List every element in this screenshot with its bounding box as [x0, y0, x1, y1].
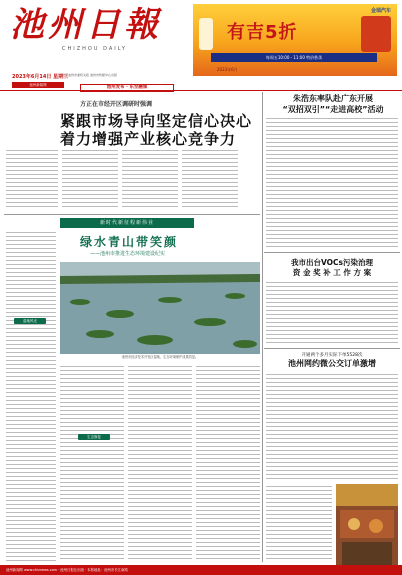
market-photo: [336, 484, 398, 570]
logo-pinyin: CHIZHOU DAILY: [62, 46, 127, 52]
sub-story-body-cont: [266, 486, 332, 562]
website-badge[interactable]: 池州新闻网: [12, 82, 64, 88]
right-story-headline[interactable]: [268, 93, 398, 115]
feature-banner: 新时代新征程新伟业: [60, 218, 194, 228]
lead-kicker: 方正在市经开区调研时强调: [80, 101, 153, 108]
right-story-line-2: “双招双引”“走进高校”活动: [282, 105, 384, 114]
right-story-line-1: 朱浩东率队赴广东开展: [293, 94, 373, 103]
sub-story-kicker: 开通两个多月实际下单5528次: [301, 353, 363, 358]
top-advertisement[interactable]: [193, 4, 397, 76]
column-divider: [262, 92, 263, 562]
lead-headline-2[interactable]: 着力增强产业核心竞争力: [60, 130, 237, 148]
vocs-line-2: 资 金 奖 补 工 作 方 案: [292, 268, 372, 277]
ad-product-image: [361, 16, 391, 52]
wetland-photo: [60, 262, 260, 354]
lead-body-col-1: [6, 150, 58, 210]
sub-story-headline[interactable]: [266, 352, 398, 369]
feature-body-col-1: [6, 232, 56, 562]
issue-date: 2023年6月14日 星期三: [12, 74, 69, 80]
sub-story-title: 池州网约微公交订单激增: [288, 359, 376, 368]
photo-caption: 池州市经济技术开发区湿地，生态环境保护成果初显。: [121, 355, 199, 359]
ad-brand: 金瑞汽车: [370, 8, 391, 14]
publisher-meta: 中共池州市委机关报 池州市传媒中心出版: [62, 73, 117, 77]
masthead-rule: [0, 90, 402, 91]
lead-body-col-2: [62, 150, 118, 210]
feature-subtitle: ——池州市推进生态环境建设纪实: [90, 251, 166, 257]
feature-tag-1: 湿地风光: [14, 318, 46, 324]
lead-headline-1[interactable]: 紧跟市场导向坚定信心决心: [60, 112, 253, 130]
section-rule: [264, 252, 400, 253]
newspaper-logo: 池州日報: [10, 5, 162, 45]
lead-body-col-4: [182, 150, 238, 210]
section-rule: [264, 348, 400, 349]
feature-title[interactable]: 绿水青山带笑颜: [80, 235, 179, 249]
sub-story-body: [266, 374, 398, 482]
feature-tag-2: 生态修复: [78, 434, 110, 440]
feature-body-col-3: [128, 366, 192, 562]
app-badge[interactable]: 池州发布 · 东至融媒: [80, 84, 174, 92]
ad-title: 有吉5折: [227, 22, 298, 43]
section-rule: [4, 214, 260, 215]
feature-body-col-2: [60, 366, 124, 562]
vocs-body: [266, 282, 398, 344]
ad-date: 2023年6月: [217, 67, 238, 72]
ad-promo-bar: 每周五10:00 - 11:00 特价秒杀: [211, 53, 377, 62]
right-story-body: [266, 118, 398, 248]
ad-product-image: [199, 18, 213, 50]
lead-body-col-3: [122, 150, 178, 210]
feature-body-col-4: [196, 366, 260, 562]
vocs-line-1: 我市出台VOCs污染治理: [290, 258, 374, 267]
footer-bar: 池州新闻网 www.chiznews.com · 池州日报社出版 · 本报地址：池州市长江南路: [0, 565, 402, 575]
vocs-headline[interactable]: [266, 258, 398, 278]
